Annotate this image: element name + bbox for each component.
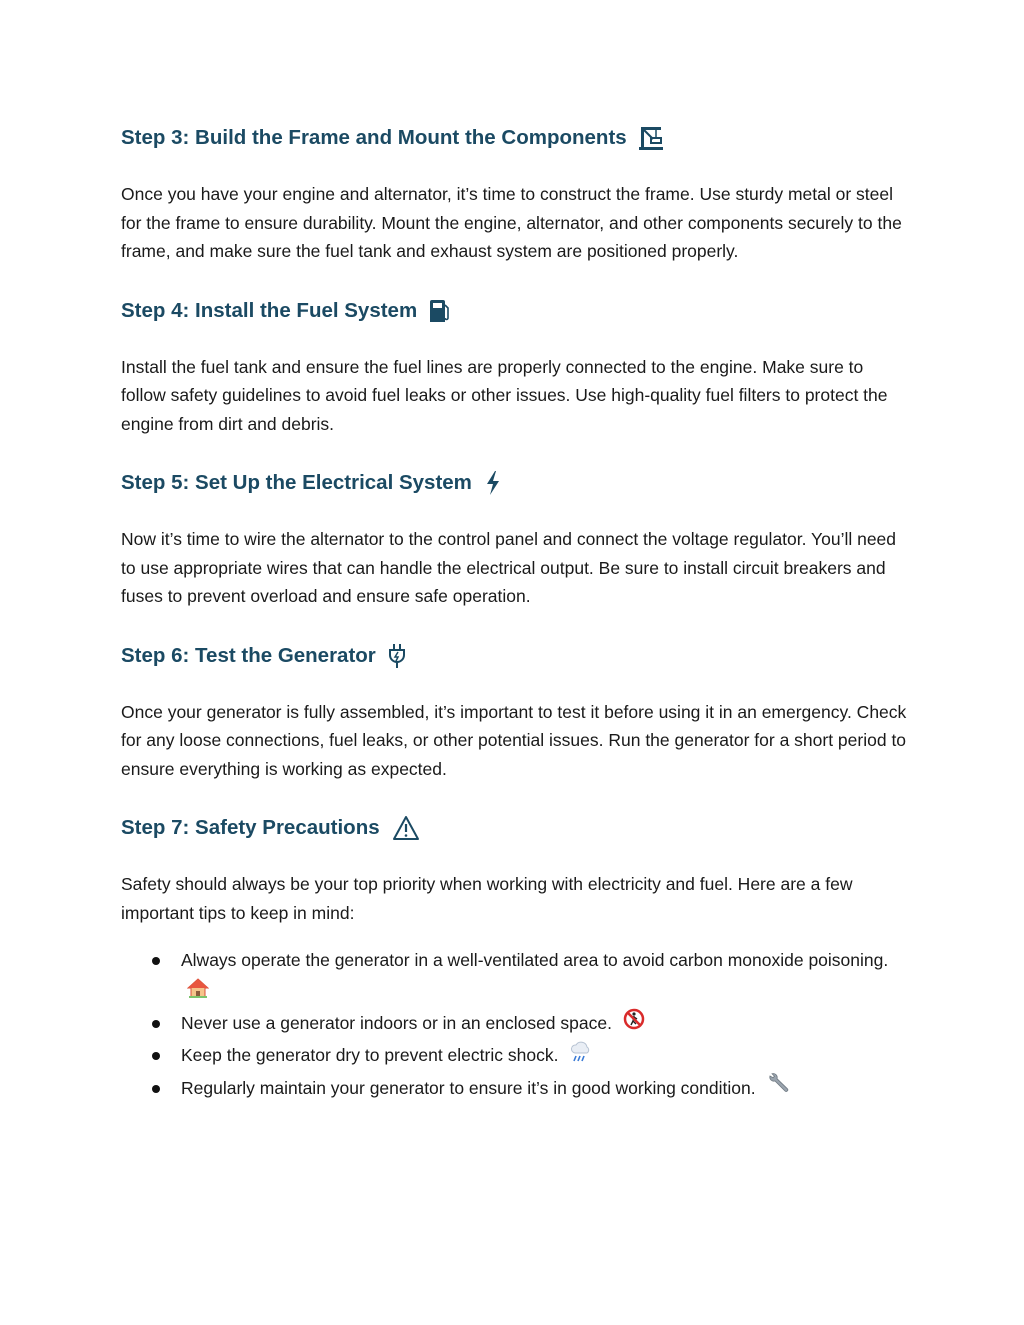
step-5-body: Now it’s time to wire the alternator to the control panel and connect the voltage regulator. You’ll need to use appropriate wires that can handle the electrical output. Be sure to install circuit breakers and fuses to prevent overload and ensure safe operation.: [121, 529, 897, 606]
step-4-heading: [121, 291, 911, 331]
lightning-bolt-icon: [484, 470, 502, 496]
bullet-dot: [152, 1052, 160, 1060]
bullet-dot: [152, 1020, 160, 1028]
list-item: [121, 945, 911, 1008]
step-6-body: Once your generator is fully assembled, it’s important to test it before using it in an emergency. Check for any loose connections, fuel leaks, or other potential issues. Run the generator for a short period to ensure everything is working as expected.: [121, 701, 907, 779]
wrench-icon: [766, 1073, 790, 1105]
electric-plug-icon: [388, 643, 406, 669]
rain-cloud-icon: [569, 1041, 593, 1073]
step-4-heading-text: Step 4: Install the Fuel System: [121, 298, 418, 322]
no-pedestrians-icon: [623, 1008, 645, 1040]
tip-text: Always operate the generator in a well-ventilated area to avoid carbon monoxide poisoning.: [181, 950, 889, 970]
safety-tips-list: [121, 945, 911, 1105]
step-3-heading: [121, 118, 911, 158]
construction-crane-icon: [639, 125, 663, 151]
step-5-heading: [121, 463, 911, 503]
step-7-body: Safety should always be your top priority when working with electricity and fuel. Here are a few important tips to keep in mind:: [121, 874, 853, 923]
list-item: [121, 1008, 911, 1040]
step-6-heading-text: Step 6: Test the Generator: [121, 643, 376, 667]
list-item: [121, 1040, 911, 1072]
bullet-dot: [152, 957, 160, 965]
fuel-pump-icon: [429, 299, 449, 323]
house-icon: [187, 977, 209, 1008]
step-7-heading-text: Step 7: Safety Precautions: [121, 816, 380, 839]
tip-text: Regularly maintain your generator to ensure it’s in good working condition.: [181, 1077, 756, 1098]
step-5-heading-text: Step 5: Set Up the Electrical System: [121, 471, 472, 494]
step-3-heading-text: Step 3: Build the Frame and Mount the Components: [121, 126, 627, 149]
step-4-body: Install the fuel tank and ensure the fuel lines are properly connected to the engine. Make sure to follow safety guidelines to avoid fuel leaks or other issues. Use high-quality fuel filters to protect the engine from dirt and debris.: [121, 356, 888, 434]
warning-icon: [392, 815, 420, 841]
step-3-body: Once you have your engine and alternator, it’s time to construct the frame. Use sturdy metal or steel for the frame to ensure durability. Mount the engine, alternator, and other components securely to the frame, and make sure the fuel tank and exhaust system are positioned properly.: [121, 184, 902, 261]
tip-text: Never use a generator indoors or in an enclosed space.: [181, 1012, 612, 1033]
document-content: [121, 118, 911, 1105]
list-item: [121, 1073, 911, 1105]
step-7-heading: [121, 808, 911, 848]
tip-text: Keep the generator dry to prevent electric shock.: [181, 1045, 559, 1066]
step-6-heading: [121, 636, 911, 676]
bullet-dot: [152, 1085, 160, 1093]
